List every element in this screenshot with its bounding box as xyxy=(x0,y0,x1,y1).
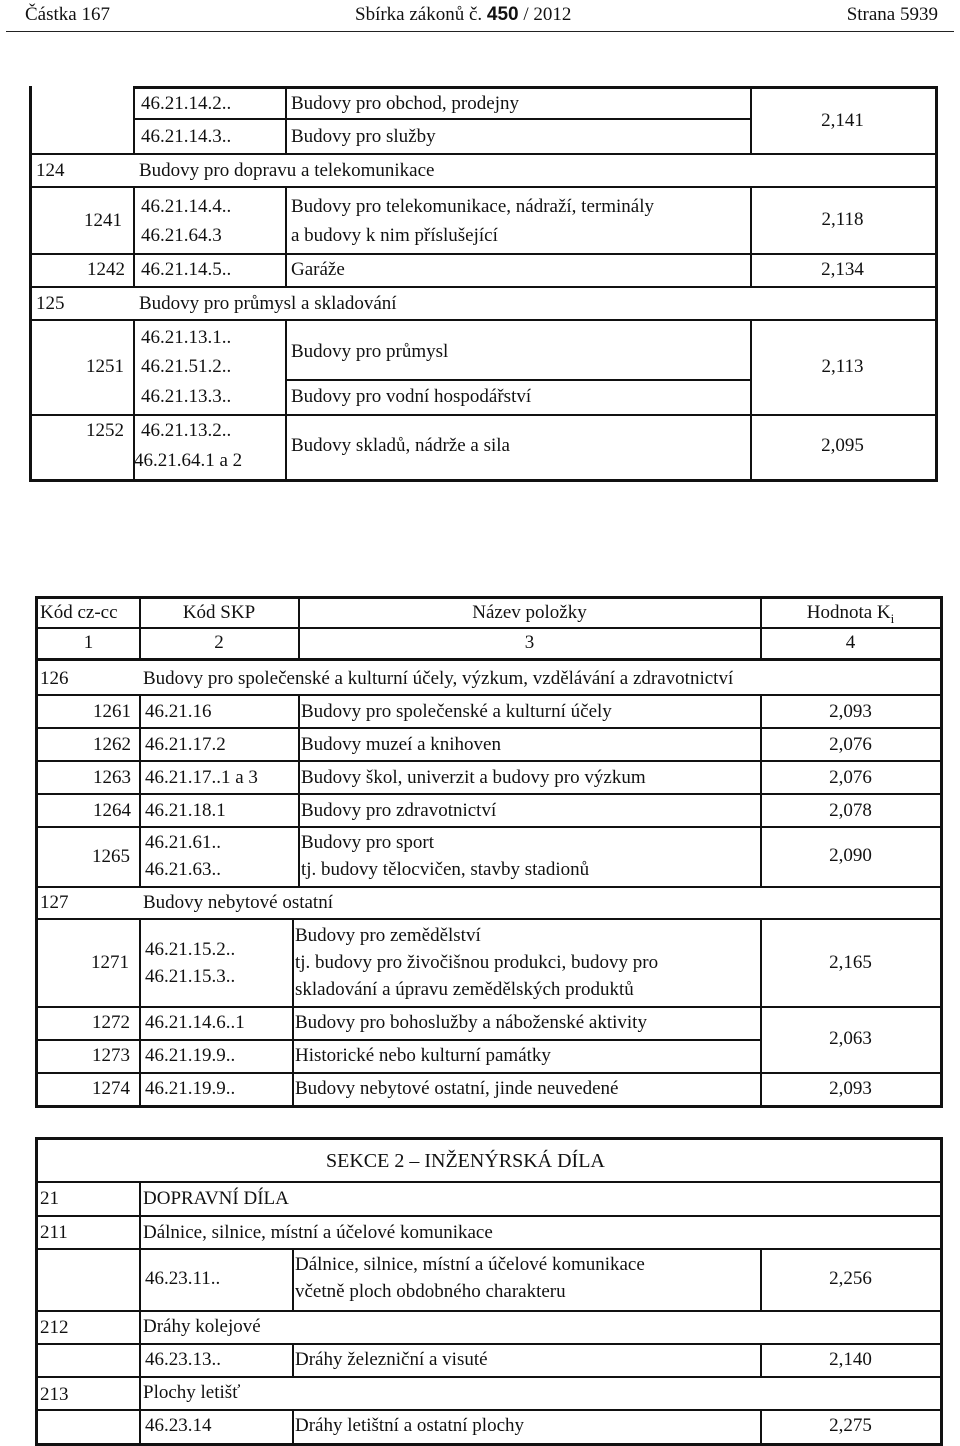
skp-code: 46.21.13.2.. xyxy=(141,420,232,441)
cz-cc-code: 1265 xyxy=(92,846,130,867)
table-rule xyxy=(292,1409,294,1445)
page-number: Strana 5939 xyxy=(846,4,938,25)
table-rule xyxy=(29,86,32,482)
item-name: Budovy pro bohoslužby a náboženské aktivity xyxy=(295,1012,647,1033)
cz-cc-code: 1271 xyxy=(91,952,129,973)
group-name: Dráhy kolejové xyxy=(143,1316,261,1337)
item-name: Budovy skladů, nádrže a sila xyxy=(291,435,510,456)
ki-value: 2,078 xyxy=(829,800,872,821)
table-rule xyxy=(35,1248,943,1250)
item-name: Dráhy železniční a visuté xyxy=(295,1349,488,1370)
table-rule xyxy=(35,1409,943,1411)
skp-code: 46.21.64.1 a 2 xyxy=(134,450,243,471)
ki-value: 2,063 xyxy=(829,1028,872,1049)
ki-value: 2,275 xyxy=(829,1415,872,1436)
table-rule xyxy=(35,1376,943,1378)
cz-cc-code: 1272 xyxy=(92,1012,130,1033)
skp-code: 46.21.13.1.. xyxy=(141,327,232,348)
item-name: Budovy pro služby xyxy=(291,126,436,147)
skp-code: 46.21.51.2.. xyxy=(141,356,232,377)
cz-cc-code: 1274 xyxy=(92,1078,130,1099)
collection-title xyxy=(355,4,571,26)
column-header: Kód SKP xyxy=(182,602,256,623)
group-name: Plochy letišť xyxy=(143,1382,241,1403)
group-name: Budovy pro dopravu a telekomunikace xyxy=(139,160,435,181)
group-name: Budovy pro průmysl a skladování xyxy=(139,293,397,314)
column-header-ki xyxy=(761,602,940,630)
table-rule xyxy=(29,186,938,188)
cz-cc-code: 1241 xyxy=(84,210,122,231)
cz-cc-code: 1242 xyxy=(87,259,125,280)
skp-code: 46.21.17.2 xyxy=(145,734,226,755)
cz-cc-code: 1263 xyxy=(93,767,131,788)
item-name: Budovy pro obchod, prodejny xyxy=(291,93,519,114)
table-rule xyxy=(292,1248,294,1311)
table-rule xyxy=(292,1343,294,1377)
skp-code: 46.23.11.. xyxy=(145,1268,221,1289)
table-rule xyxy=(133,118,750,120)
item-name: Budovy pro telekomunikace, nádraží, terminály xyxy=(291,196,654,217)
skp-code: 46.21.63.. xyxy=(145,859,221,880)
table-rule xyxy=(35,793,943,795)
item-name: Budovy muzeí a knihoven xyxy=(301,734,501,755)
table-rule xyxy=(298,694,300,887)
item-name: Budovy pro společenské a kulturní účely xyxy=(301,701,612,722)
skp-code: 46.21.15.2.. xyxy=(145,939,236,960)
table-rule xyxy=(133,86,938,89)
item-name: Budovy pro zemědělství xyxy=(295,925,481,946)
table-rule xyxy=(940,596,943,1108)
collection-number: 450 xyxy=(486,4,519,25)
cz-cc-code: 1273 xyxy=(92,1045,130,1066)
table-rule xyxy=(940,1137,943,1446)
item-name: tj. budovy pro živočišnou produkci, budovy pro xyxy=(295,952,659,973)
table-rule xyxy=(133,186,135,286)
skp-code: 46.21.14.3.. xyxy=(141,126,232,147)
table-rule xyxy=(29,479,938,482)
table-rule xyxy=(35,1105,943,1108)
skp-code: 46.21.64.3 xyxy=(141,225,222,246)
table-rule xyxy=(139,1181,141,1445)
skp-code: 46.21.18.1 xyxy=(145,800,226,821)
item-name: skladování a úpravu zemědělských produktů xyxy=(295,979,634,1000)
cz-cc-code: 21 xyxy=(40,1188,59,1209)
ki-value: 2,093 xyxy=(829,1078,872,1099)
table-rule xyxy=(35,1006,943,1008)
skp-code: 46.21.14.5.. xyxy=(141,259,232,280)
column-number: 3 xyxy=(524,632,535,653)
collection-prefix: Sbírka zákonů č. xyxy=(355,4,483,25)
column-header-subscript: i xyxy=(890,610,895,626)
column-number: 4 xyxy=(845,632,856,653)
table-rule xyxy=(35,1137,943,1140)
skp-code: 46.23.14 xyxy=(145,1415,212,1436)
column-header: Kód cz-cc xyxy=(40,602,118,623)
cz-cc-code: 1262 xyxy=(93,734,131,755)
table-rule xyxy=(35,596,38,1108)
cz-cc-code: 1252 xyxy=(86,420,124,441)
ki-value: 2,165 xyxy=(829,952,872,973)
section-title: SEKCE 2 – INŽENÝRSKÁ DÍLA xyxy=(326,1150,605,1172)
column-header: Název položky xyxy=(472,602,587,623)
table-rule xyxy=(35,1310,943,1312)
item-name: Garáže xyxy=(291,259,345,280)
ki-value: 2,093 xyxy=(829,701,872,722)
ki-value: 2,076 xyxy=(829,734,872,755)
part-number: Částka 167 xyxy=(25,4,110,25)
table-rule xyxy=(29,286,938,288)
skp-code: 46.21.14.2.. xyxy=(141,93,232,114)
table-rule xyxy=(35,1039,762,1041)
table-rule xyxy=(35,1137,38,1446)
ki-value: 2,256 xyxy=(829,1268,872,1289)
table-rule xyxy=(35,918,943,920)
table-rule xyxy=(935,86,938,482)
cz-cc-code: 212 xyxy=(40,1317,69,1338)
header-rule xyxy=(6,31,954,32)
skp-code: 46.21.61.. xyxy=(145,832,221,853)
ki-value: 2,076 xyxy=(829,767,872,788)
table-rule xyxy=(139,918,141,1106)
table-rule xyxy=(29,319,938,321)
table-rule xyxy=(285,86,287,154)
table-rule xyxy=(35,727,943,729)
item-name: Budovy pro zdravotnictví xyxy=(301,800,497,821)
skp-code: 46.21.19.9.. xyxy=(145,1045,236,1066)
collection-year: / 2012 xyxy=(523,4,572,25)
skp-code: 46.21.14.6..1 xyxy=(145,1012,245,1033)
cz-cc-code: 213 xyxy=(40,1384,69,1405)
column-header: Hodnota K xyxy=(806,602,891,623)
item-name: Historické nebo kulturní památky xyxy=(295,1045,551,1066)
ki-value: 2,113 xyxy=(821,356,864,377)
table-rule xyxy=(29,253,938,255)
cz-cc-code: 125 xyxy=(36,293,65,314)
table-rule xyxy=(292,918,294,1106)
item-name: Dálnice, silnice, místní a účelové komunikace xyxy=(295,1254,645,1275)
table-rule xyxy=(35,886,943,888)
column-number: 1 xyxy=(83,632,94,653)
group-name: Dálnice, silnice, místní a účelové komunikace xyxy=(143,1222,493,1243)
skp-code: 46.21.14.4.. xyxy=(141,196,232,217)
cz-cc-code: 1251 xyxy=(86,356,124,377)
item-name: Budovy pro průmysl xyxy=(291,341,449,362)
skp-code: 46.21.19.9.. xyxy=(145,1078,236,1099)
table-rule xyxy=(285,319,287,481)
ki-value: 2,118 xyxy=(821,209,864,230)
page-header xyxy=(0,0,960,32)
table-rule xyxy=(29,414,938,416)
item-name: Budovy škol, univerzit a budovy pro výzkum xyxy=(301,767,646,788)
item-name: Dráhy letištní a ostatní plochy xyxy=(295,1415,525,1436)
item-name: Budovy nebytové ostatní, jinde neuvedené xyxy=(295,1078,619,1099)
table-rule xyxy=(35,760,943,762)
table-rule xyxy=(133,86,135,154)
cz-cc-code: 1261 xyxy=(93,701,131,722)
item-name: tj. budovy tělocvičen, stavby stadionů xyxy=(301,859,590,880)
skp-code: 46.21.17..1 a 3 xyxy=(145,767,258,788)
ki-value: 2,134 xyxy=(821,259,864,280)
table-rule xyxy=(35,1181,943,1183)
group-name: Budovy nebytové ostatní xyxy=(143,892,333,913)
table-rule xyxy=(35,658,943,661)
table-rule xyxy=(35,826,943,828)
skp-code: 46.21.16 xyxy=(145,701,212,722)
column-number: 2 xyxy=(214,632,224,653)
table-rule xyxy=(35,1215,943,1217)
table-rule xyxy=(285,186,287,286)
table-rule xyxy=(29,153,938,155)
cz-cc-code: 211 xyxy=(40,1222,68,1243)
ki-value: 2,140 xyxy=(829,1349,872,1370)
cz-cc-code: 124 xyxy=(36,160,65,181)
table-rule xyxy=(35,1072,943,1074)
item-name: a budovy k nim příslušející xyxy=(291,225,498,246)
skp-code: 46.23.13.. xyxy=(145,1349,221,1370)
table-rule xyxy=(35,694,943,696)
table-rule xyxy=(285,379,750,381)
group-name: Budovy pro společenské a kulturní účely, výzkum, vzdělávání a zdravotnictví xyxy=(143,668,734,689)
item-name: Budovy pro sport xyxy=(301,832,434,853)
cz-cc-code: 126 xyxy=(40,668,69,689)
table-rule xyxy=(139,694,141,887)
skp-code: 46.21.15.3.. xyxy=(145,966,236,987)
skp-code: 46.21.13.3.. xyxy=(141,386,232,407)
group-name: DOPRAVNÍ DÍLA xyxy=(143,1188,289,1209)
cz-cc-code: 127 xyxy=(40,892,69,913)
ki-value: 2,090 xyxy=(829,845,872,866)
ki-value: 2,141 xyxy=(821,110,864,131)
item-name: včetně ploch obdobného charakteru xyxy=(295,1281,566,1302)
ki-value: 2,095 xyxy=(821,435,864,456)
table-rule xyxy=(35,1343,943,1345)
table-rule xyxy=(35,596,943,599)
item-name: Budovy pro vodní hospodářství xyxy=(291,386,532,407)
cz-cc-code: 1264 xyxy=(93,800,131,821)
